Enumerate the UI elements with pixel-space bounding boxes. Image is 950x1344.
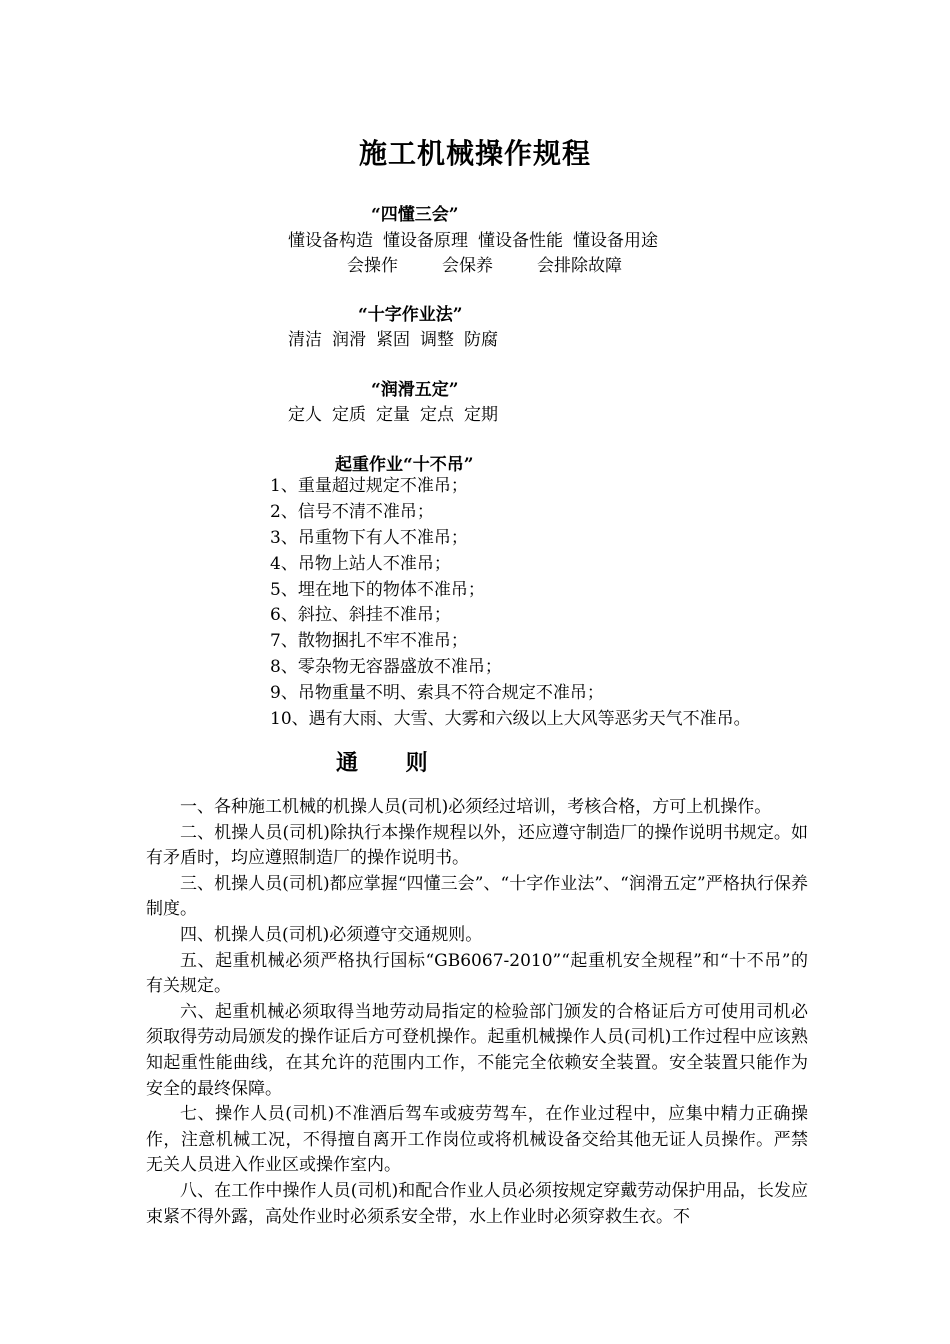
- list-item: 8、零杂物无容器盛放不准吊；: [270, 657, 502, 678]
- lifting-rules-list: [270, 474, 751, 733]
- paragraph: 七、操作人员(司机)不准酒后驾车或疲劳驾车，在作业过程中，应集中精力正确操作，注意机械工况，不得擅自离开工作岗位或将机械设备交给其他无证人员操作。严禁无关人员进入作业区或操作室内。: [146, 1104, 808, 1176]
- method-item: 紧固: [376, 330, 410, 350]
- list-item: 6、斜拉、斜挂不准吊；: [270, 605, 451, 626]
- paragraph: 八、在工作中操作人员(司机)和配合作业人员必须按规定穿戴劳动保护用品，长发应束紧不得外露，高处作业时必须系安全带，水上作业时必须穿救生衣。不: [146, 1180, 808, 1227]
- paragraph: 一、各种施工机械的机操人员(司机)必须经过培训，考核合格，方可上机操作。: [180, 797, 772, 817]
- lifting-heading: 起重作业“十不吊”: [335, 455, 474, 475]
- lube-heading: “润滑五定”: [371, 380, 459, 400]
- list-item: 4、吊物上站人不准吊；: [270, 553, 451, 574]
- ten-method-heading: “十字作业法”: [358, 305, 463, 325]
- list-item: 7、散物捆扎不牢不准吊；: [270, 631, 468, 652]
- document-title: 施工机械操作规程: [358, 137, 591, 170]
- four-item: 懂设备原理: [383, 231, 468, 251]
- list-item: 10、遇有大雨、大雪、大雾和六级以上大风等恶劣天气不准吊。: [270, 709, 751, 730]
- paragraph: 四、机操人员(司机)必须遵守交通规则。: [180, 924, 483, 945]
- list-item: 1、重量超过规定不准吊；: [270, 476, 468, 496]
- three-item: 会操作: [347, 256, 398, 276]
- list-item: 9、吊物重量不明、索具不符合规定不准吊；: [270, 683, 604, 704]
- three-item: 会保养: [442, 256, 493, 276]
- lube-item: 定期: [464, 405, 498, 425]
- lube-row: [288, 400, 498, 425]
- list-item: 3、吊重物下有人不准吊；: [270, 527, 468, 548]
- method-item: 调整: [420, 330, 454, 350]
- three-item: 会排除故障: [537, 256, 622, 276]
- list-item: 5、埋在地下的物体不准吊；: [270, 579, 485, 600]
- four-understand-row: [288, 226, 658, 251]
- lube-item: 定点: [420, 405, 454, 425]
- lube-item: 定质: [332, 405, 366, 425]
- four-three-heading: “四懂三会”: [371, 205, 459, 225]
- method-item: 润滑: [332, 330, 366, 350]
- paragraph: 二、机操人员(司机)除执行本操作规程以外，还应遵守制造厂的操作说明书规定。如有矛盾时，均应遵照制造厂的操作说明书。: [146, 822, 808, 869]
- paragraph: 六、起重机械必须取得当地劳动局指定的检验部门颁发的合格证后方可使用司机必须取得劳动局颁发的操作证后方可登机操作。起重机械操作人员(司机)工作过程中应该熟知起重性能曲线，在其允许的范围内工作，不能完全依赖安全装置。安全装置只能作为安全的最终保障。: [146, 1001, 808, 1099]
- paragraph: 三、机操人员(司机)都应掌握“四懂三会”、“十字作业法”、“润滑五定”严格执行保养制度。: [146, 873, 808, 920]
- list-item: 2、信号不清不准吊；: [270, 501, 434, 522]
- three-can-row: [347, 251, 622, 276]
- ten-method-row: [288, 325, 498, 350]
- lube-item: 定量: [376, 405, 410, 425]
- lube-item: 定人: [288, 405, 322, 425]
- general-heading: 通 则: [336, 750, 448, 776]
- paragraph: 五、起重机械必须严格执行国标“GB6067-2010”“起重机安全规程”和“十不吊”的有关规定。: [146, 950, 808, 997]
- general-body: [146, 795, 808, 1230]
- method-item: 防腐: [464, 330, 498, 350]
- four-item: 懂设备构造: [288, 231, 373, 251]
- method-item: 清洁: [288, 330, 322, 350]
- four-item: 懂设备性能: [478, 231, 563, 251]
- four-item: 懂设备用途: [573, 231, 658, 251]
